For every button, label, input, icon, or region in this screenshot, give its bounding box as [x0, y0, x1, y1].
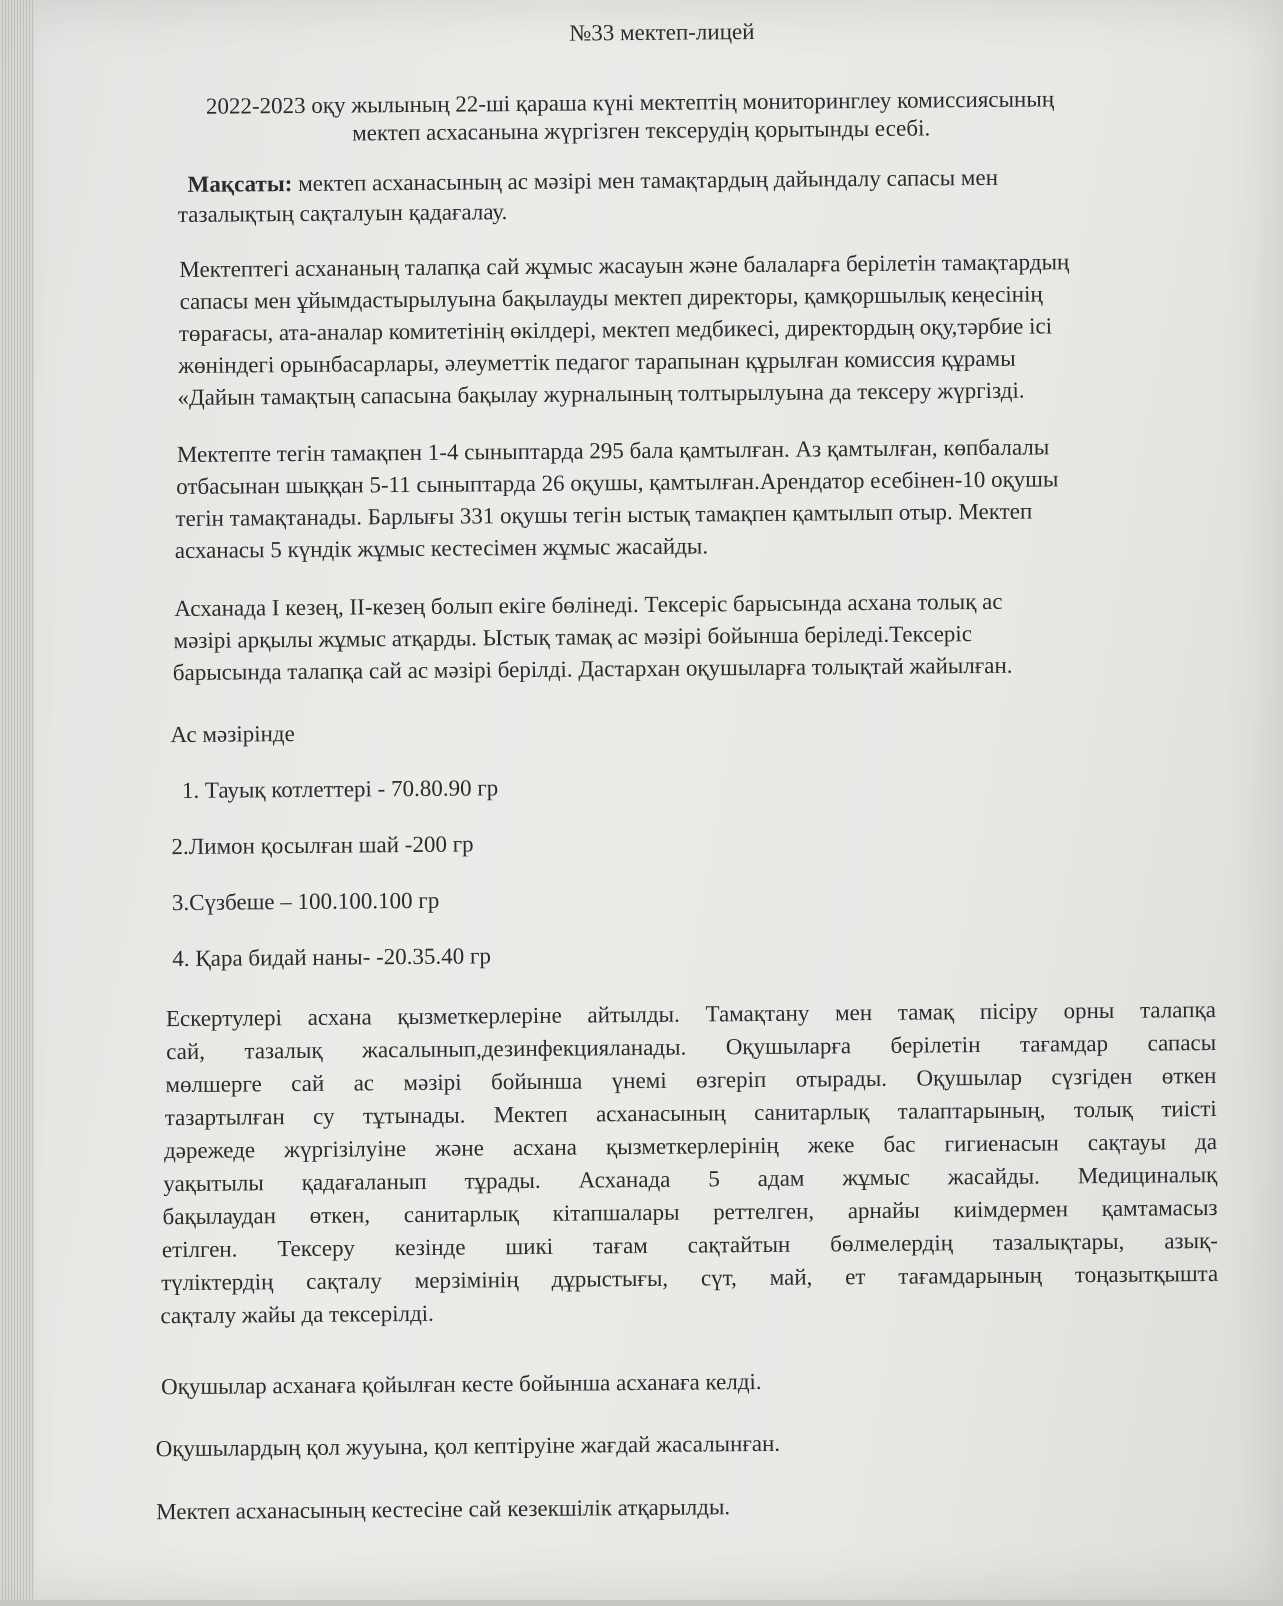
menu-item: 2.Лимон қосылған шай -200 гр [171, 831, 474, 860]
paragraph-line: «Дайын тамақтың сапасына бақылау журналының толтырылуына да тексеру жүргізді. [177, 377, 1025, 411]
closing-line: Мектеп асханасының кестесіне сай кезекшілік атқарылды. [156, 1494, 731, 1525]
purpose-text: мектеп асханасының ас мәзірі мен тамақтардың дайындалу сапасы мен [292, 164, 999, 197]
paragraph-line: мәзірі арқылы жұмыс атқарды. Ыстық тамақ ас мәзірі бойынша беріледі.Тексеріс [173, 621, 973, 654]
paragraph-line: асханасы 5 күндік жұмыс кестесімен жұмыс жасайды. [174, 533, 709, 564]
paragraph-line: сай, тазалық жасалынып,дезинфекцияланады. Оқушыларға берілетін тағамдар сапасы [166, 1029, 1217, 1065]
menu-heading: Ас мәзірінде [170, 721, 295, 748]
purpose-label: Мақсаты: [187, 171, 293, 197]
paragraph-line: мөлшерге сай ас мәзірі бойынша үнемі өзгеріп отырады. Оқушылар сүзгіден өткен [165, 1062, 1217, 1098]
paragraph-line: барысында талапқа сай ас мәзірі берілді. Дастархан оқушыларға толықтай жайылған. [172, 652, 1013, 686]
paragraph-line: уақытылы қадағаланып тұрады. Асханада 5 адам жұмыс жасайды. Медициналық [163, 1161, 1218, 1197]
paragraph-line: сақталу жайы да тексерілді. [160, 1300, 434, 1329]
paragraph-line: сапасы мен ұйымдастырылуына бақылауды мектеп директоры, қамқоршылық кеңесінің [179, 281, 1043, 314]
closing-line: Оқушылар асханаға қойылған кесте бойынша асханаға келді. [160, 1368, 762, 1400]
paragraph-line: жөніндегі орынбасарлары, әлеуметтік педагог тарапынан құрылған комиссия құрамы [178, 345, 1016, 379]
paragraph-line: Асханада І кезең, ІІ-кезең болып екіге бөлінеді. Тексеріс барысында асхана толық ас [174, 588, 1003, 622]
paragraph-line: отбасынан шыққан 5-11 сыныптарда 26 оқушы, қамтылған.Арендатор есебінен-10 оқушы [176, 466, 1059, 500]
purpose-line: тазалықтың сақталуын қадағалау. [177, 199, 508, 228]
paragraph-line: Ескертулері асхана қызметкерлеріне айтылды. Тамақтану мен тамақ пісіру орны талапқа [165, 996, 1216, 1032]
school-header: №33 мектеп-лицей [569, 18, 755, 46]
paragraph-line: түліктердің сақталу мерзімінің дұрыстығы, сүт, май, ет тағамдарының тоңазытқышта [161, 1260, 1219, 1296]
paragraph-line: дәрежеде жүргізілуіне және асхана қызметкерлерінің жеке бас гигиенасын сақтауы да [163, 1128, 1218, 1164]
paragraph-line: етілген. Тексеру кезінде шикі тағам сақтайтын бөлмелердің тазалықтары, азық- [161, 1227, 1218, 1263]
paragraph-line: төрағасы, ата-аналар комитетінің өкілдері, мектеп медбикесі, директордың оқу,тәрбие ісі [178, 313, 1053, 347]
paragraph-line: Мектепте тегін тамақпен 1-4 сыныптарда 295 бала қамтылған. Аз қамтылған, көпбалалы [176, 434, 1050, 468]
purpose-line [187, 163, 998, 200]
menu-item: 4. Қара бидай наны- -20.35.40 гр [172, 943, 491, 972]
menu-item: 3.Сүзбеше – 100.100.100 гр [171, 887, 440, 916]
paragraph-line: Мектептегі асхананың талапқа сай жұмыс жасауын және балаларға берілетін тамақтардың [179, 249, 1070, 282]
paragraph-line: бақылаудан өткен, санитарлық кітапшалары реттелген, арнайы киімдермен қамтамасыз [162, 1194, 1218, 1230]
closing-line: Оқушылардың қол жууына, қол кептіруіне жағдай жасалынған. [155, 1430, 781, 1462]
report-title-line: 2022-2023 оқу жылының 22-ші қараша күні мектептің мониторинглеу комиссиясының [205, 86, 1055, 119]
paragraph-line: тегін тамақтанады. Барлығы 331 оқушы тегін ыстық тамақпен қамтылып отыр. Мектеп [175, 498, 1033, 532]
menu-item: 1. Тауық котлеттері - 70.80.90 гр [181, 775, 499, 803]
report-title-line: мектеп асхасанына жүргізген тексерудің қорытынды есебі. [352, 115, 931, 146]
paragraph-line: тазартылған су тұтынады. Мектеп асханасының санитарлық талаптарының, толық тиісті [164, 1095, 1217, 1131]
